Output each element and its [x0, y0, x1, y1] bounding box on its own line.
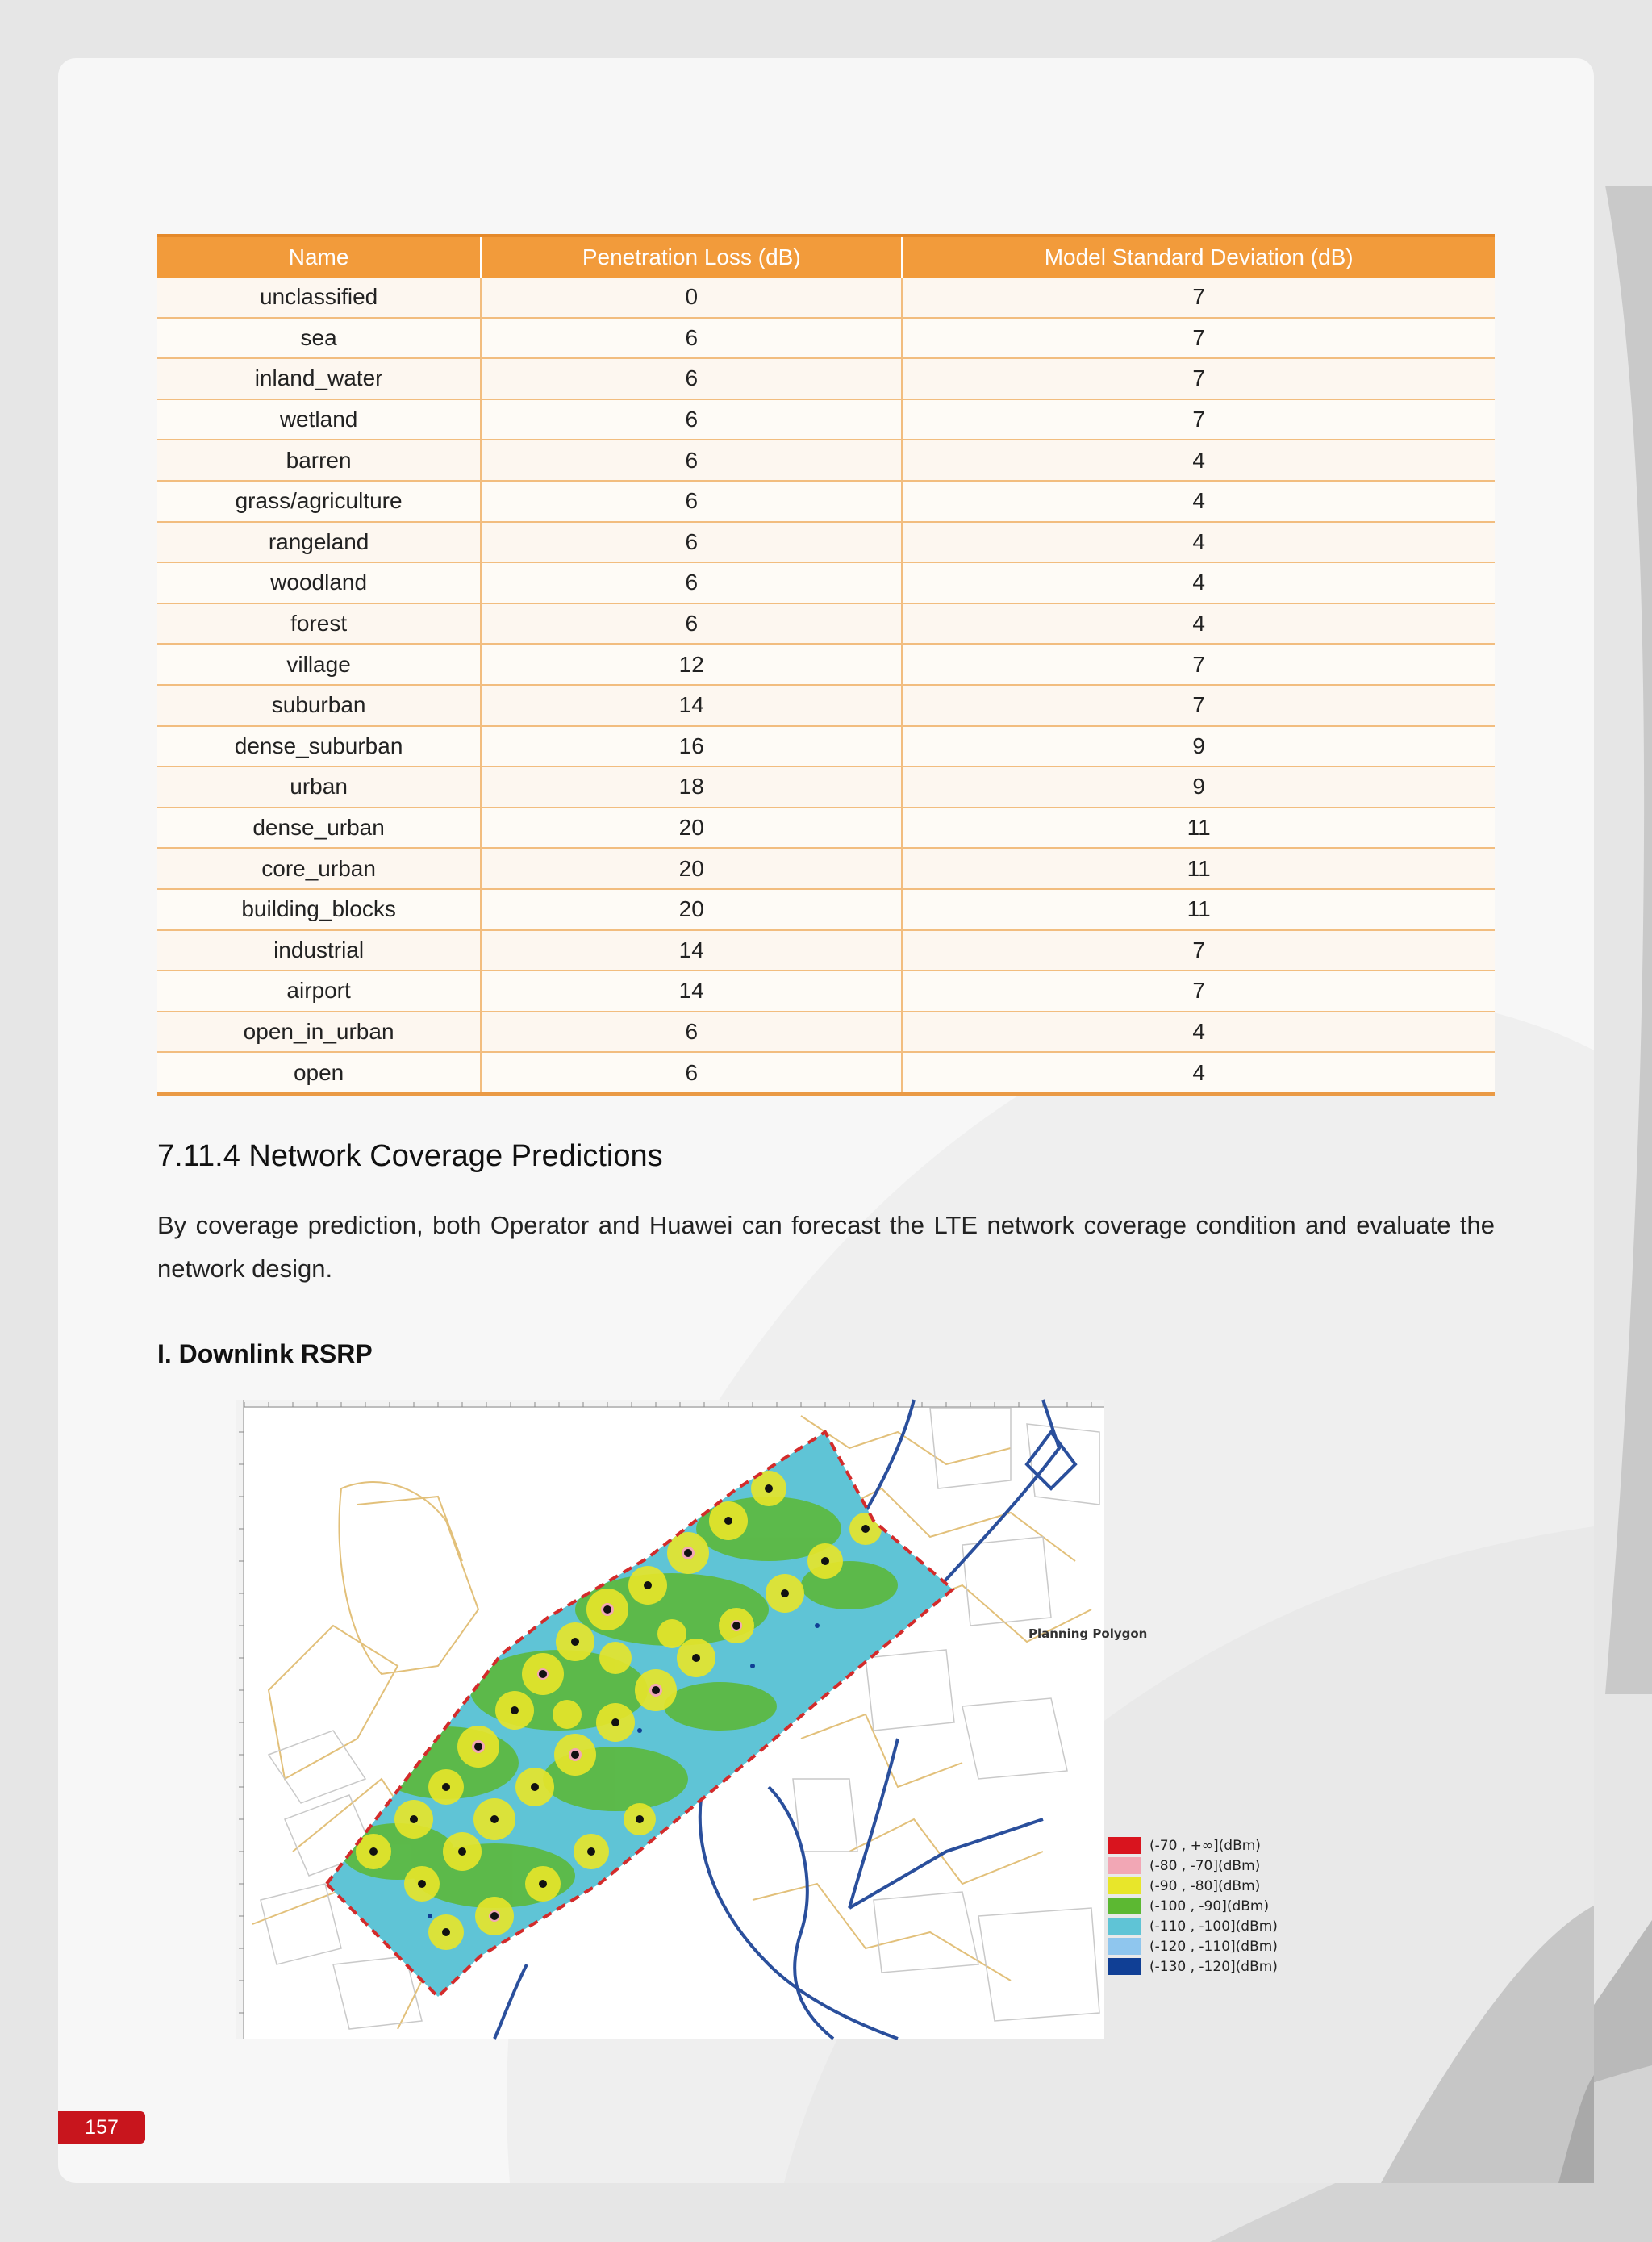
cell-loss: 6 [481, 399, 902, 440]
cell-std: 11 [902, 889, 1495, 930]
rsrp-legend [1108, 1835, 1309, 1977]
cell-loss: 6 [481, 1052, 902, 1094]
table-row [157, 562, 1495, 603]
legend-swatch [1108, 1898, 1141, 1914]
table-row [157, 644, 1495, 685]
cell-std: 7 [902, 685, 1495, 726]
cell-std: 9 [902, 766, 1495, 808]
table-row [157, 930, 1495, 971]
cell-loss: 6 [481, 440, 902, 481]
cell-name: open_in_urban [157, 1012, 481, 1053]
cell-loss: 6 [481, 318, 902, 359]
cell-std: 4 [902, 440, 1495, 481]
cell-loss: 0 [481, 278, 902, 318]
table-row [157, 726, 1495, 767]
cell-name: rangeland [157, 522, 481, 563]
legend-swatch [1108, 1857, 1141, 1874]
legend-label: (-80 , -70](dBm) [1149, 1857, 1261, 1874]
legend-item [1108, 1916, 1309, 1936]
cell-name: village [157, 644, 481, 685]
table-header-row [157, 236, 1495, 278]
cell-loss: 6 [481, 358, 902, 399]
cell-std: 7 [902, 930, 1495, 971]
cell-std: 4 [902, 562, 1495, 603]
cell-std: 9 [902, 726, 1495, 767]
cell-name: building_blocks [157, 889, 481, 930]
cell-std: 4 [902, 1052, 1495, 1094]
legend-swatch [1108, 1837, 1141, 1854]
cell-std: 7 [902, 358, 1495, 399]
cell-loss: 6 [481, 603, 902, 645]
cell-loss: 20 [481, 808, 902, 849]
table-row [157, 481, 1495, 522]
cell-std: 7 [902, 278, 1495, 318]
legend-item [1108, 1835, 1309, 1856]
table-row [157, 766, 1495, 808]
legend-item [1108, 1956, 1309, 1977]
legend-label: (-120 , -110](dBm) [1149, 1938, 1278, 1955]
cell-std: 4 [902, 1012, 1495, 1053]
cell-name: suburban [157, 685, 481, 726]
page-number: 157 [58, 2111, 145, 2144]
section-body-text: By coverage prediction, both Operator and Huawei can forecast the LTE network coverage condition and evaluate the network design. [157, 1211, 1495, 1283]
cell-name: sea [157, 318, 481, 359]
cell-std: 7 [902, 399, 1495, 440]
cell-name: core_urban [157, 848, 481, 889]
col-header-penetration-loss: Penetration Loss (dB) [481, 236, 902, 278]
cell-std: 11 [902, 848, 1495, 889]
legend-label: (-100 , -90](dBm) [1149, 1898, 1270, 1914]
cell-loss: 6 [481, 562, 902, 603]
cell-name: woodland [157, 562, 481, 603]
planning-polygon-label: Planning Polygon [1028, 1626, 1148, 1641]
table-row [157, 440, 1495, 481]
cell-loss: 6 [481, 1012, 902, 1053]
legend-item [1108, 1896, 1309, 1916]
table-row [157, 603, 1495, 645]
subheading-downlink-rsrp: I. Downlink RSRP [157, 1339, 373, 1368]
cell-name: barren [157, 440, 481, 481]
table-row [157, 278, 1495, 318]
cell-loss: 6 [481, 522, 902, 563]
cell-loss: 18 [481, 766, 902, 808]
cell-std: 7 [902, 971, 1495, 1012]
cell-name: dense_urban [157, 808, 481, 849]
cell-name: urban [157, 766, 481, 808]
table-row [157, 685, 1495, 726]
cell-std: 4 [902, 522, 1495, 563]
table-row [157, 318, 1495, 359]
coverage-map-figure [236, 1400, 1148, 2039]
section-title: 7.11.4 Network Coverage Predictions [157, 1139, 663, 1173]
cell-name: industrial [157, 930, 481, 971]
cell-name: dense_suburban [157, 726, 481, 767]
penetration-loss-table [157, 234, 1495, 1096]
cell-std: 11 [902, 808, 1495, 849]
table-row [157, 848, 1495, 889]
cell-loss: 14 [481, 930, 902, 971]
legend-item [1108, 1936, 1309, 1956]
cell-loss: 12 [481, 644, 902, 685]
col-header-std-deviation: Model Standard Deviation (dB) [902, 236, 1495, 278]
legend-label: (-90 , -80](dBm) [1149, 1877, 1261, 1894]
cell-name: forest [157, 603, 481, 645]
legend-swatch [1108, 1877, 1141, 1894]
table-row [157, 889, 1495, 930]
legend-label: (-130 , -120](dBm) [1149, 1958, 1278, 1975]
table-row [157, 971, 1495, 1012]
legend-swatch [1108, 1958, 1141, 1975]
cell-loss: 6 [481, 481, 902, 522]
table-row [157, 358, 1495, 399]
cell-loss: 16 [481, 726, 902, 767]
legend-item [1108, 1856, 1309, 1876]
table-row [157, 1052, 1495, 1094]
cell-loss: 14 [481, 971, 902, 1012]
cell-loss: 14 [481, 685, 902, 726]
coverage-map-image [236, 1400, 1148, 2039]
cell-std: 7 [902, 644, 1495, 685]
cell-std: 4 [902, 481, 1495, 522]
col-header-name: Name [157, 236, 481, 278]
cell-name: airport [157, 971, 481, 1012]
cell-name: wetland [157, 399, 481, 440]
legend-label: (-110 , -100](dBm) [1149, 1918, 1278, 1935]
cell-loss: 20 [481, 889, 902, 930]
legend-swatch [1108, 1938, 1141, 1955]
cell-std: 7 [902, 318, 1495, 359]
table-row [157, 808, 1495, 849]
cell-name: unclassified [157, 278, 481, 318]
legend-swatch [1108, 1918, 1141, 1935]
table-row [157, 399, 1495, 440]
cell-std: 4 [902, 603, 1495, 645]
legend-label: (-70 , +∞](dBm) [1149, 1837, 1261, 1854]
table-row [157, 1012, 1495, 1053]
legend-item [1108, 1876, 1309, 1896]
table-row [157, 522, 1495, 563]
cell-loss: 20 [481, 848, 902, 889]
cell-name: open [157, 1052, 481, 1094]
cell-name: grass/agriculture [157, 481, 481, 522]
cell-name: inland_water [157, 358, 481, 399]
